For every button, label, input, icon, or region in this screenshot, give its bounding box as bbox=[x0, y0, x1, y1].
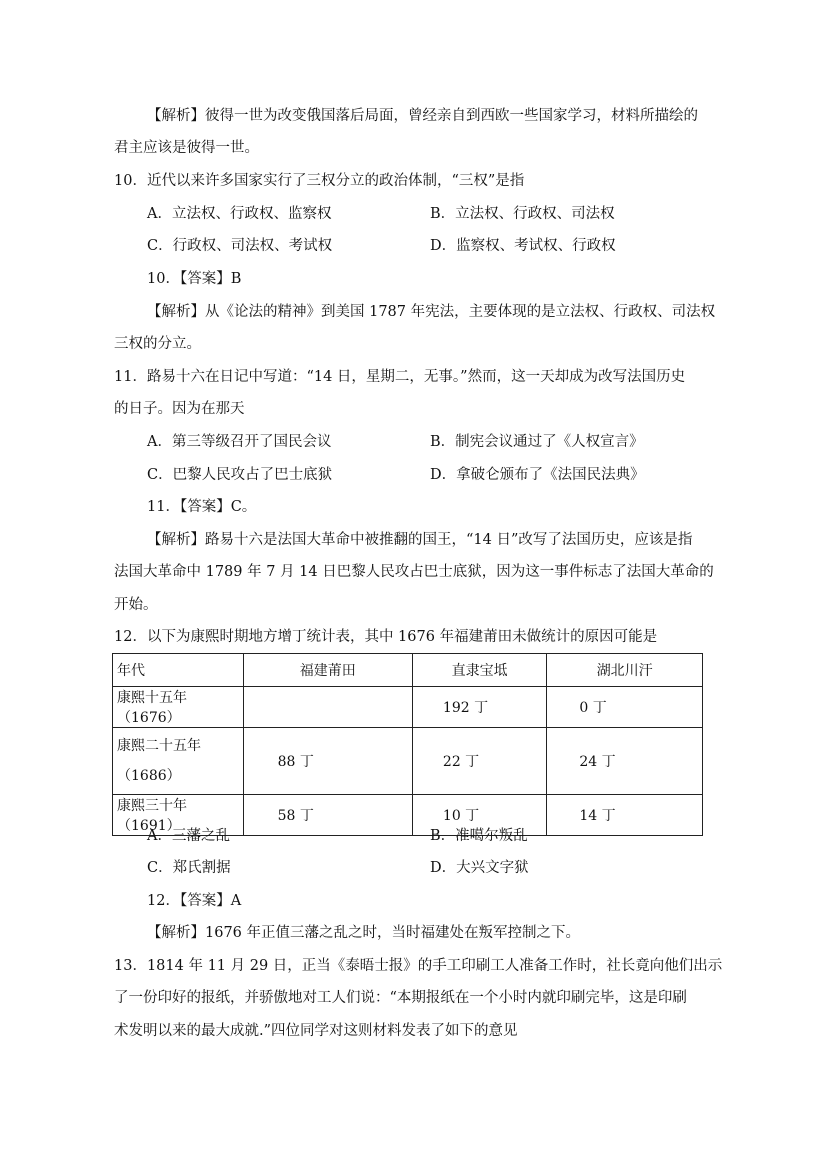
q10-option-b: B．立法权、行政权、司法权 bbox=[430, 206, 615, 222]
q11-option-d: D．拿破仑颁布了《法国民法典》 bbox=[430, 467, 645, 483]
q11-option-c: C．巴黎人民攻占了巴士底狱 bbox=[147, 467, 333, 483]
analysis-11-line1: 【解析】路易十六是法国大革命中被推翻的国王，“14 日”改写了法国历史，应该是指 bbox=[147, 532, 693, 548]
answer-10: 10．【答案】B bbox=[147, 271, 242, 287]
answer-12: 12．【答案】A bbox=[147, 893, 242, 909]
cell-putian: 58 丁 bbox=[243, 795, 412, 836]
era-cell bbox=[113, 728, 244, 795]
cell-baodi: 10 丁 bbox=[412, 795, 546, 836]
table-header: 福建莆田 bbox=[243, 654, 412, 687]
table-row bbox=[113, 728, 703, 795]
analysis-12: 【解析】1676 年正值三藩之乱之时，当时福建处在叛军控制之下。 bbox=[147, 925, 581, 941]
era-label: 康熙二十五年 bbox=[117, 738, 201, 754]
analysis-9-line1: 【解析】彼得一世为改变俄国落后局面，曾经亲自到西欧一些国家学习，材料所描绘的 bbox=[147, 108, 698, 124]
analysis-11-line2: 法国大革命中 1789 年 7 月 14 日巴黎人民攻占巴士底狱，因为这一事件标志了法国大革命的 bbox=[114, 564, 714, 580]
cell-putian: 88 丁 bbox=[243, 728, 412, 795]
cell-baodi: 192 丁 bbox=[412, 687, 546, 728]
question-11-line2: 的日子。因为在那天 bbox=[114, 401, 245, 417]
era-label: 康熙十五年（1676） bbox=[117, 690, 187, 726]
cell-baodi: 22 丁 bbox=[412, 728, 546, 795]
cell-chuanhan: 24 丁 bbox=[547, 728, 703, 795]
analysis-9-line2: 君主应该是彼得一世。 bbox=[114, 140, 259, 156]
era-cell bbox=[113, 687, 244, 728]
q12-option-d: D．大兴文字狱 bbox=[430, 860, 529, 876]
analysis-10-line2: 三权的分立。 bbox=[114, 336, 201, 352]
analysis-11-line3: 开始。 bbox=[114, 597, 158, 613]
cell-chuanhan: 0 丁 bbox=[547, 687, 703, 728]
question-13-line1: 13．1814 年 11 月 29 日，正当《泰晤士报》的手工印刷工人准备工作时，社长竟向他们出示 bbox=[114, 958, 723, 974]
q11-option-a: A．第三等级召开了国民会议 bbox=[147, 434, 332, 450]
q10-option-c: C．行政权、司法权、考试权 bbox=[147, 238, 333, 254]
question-12: 12．以下为康熙时期地方增丁统计表，其中 1676 年福建莆田未做统计的原因可能是 bbox=[114, 629, 658, 645]
table-header-row bbox=[113, 654, 703, 687]
q12-option-c: C．郑氏割据 bbox=[147, 860, 231, 876]
q12-option-b: B．准噶尔叛乱 bbox=[430, 828, 528, 844]
answer-11: 11．【答案】C。 bbox=[147, 499, 257, 515]
q10-option-d: D．监察权、考试权、行政权 bbox=[430, 238, 616, 254]
table-row bbox=[113, 687, 703, 728]
table-header: 年代 bbox=[113, 654, 244, 687]
table-header: 直隶宝坻 bbox=[412, 654, 546, 687]
table-header: 湖北川汗 bbox=[547, 654, 703, 687]
question-10: 10．近代以来许多国家实行了三权分立的政治体制，“三权”是指 bbox=[114, 173, 525, 189]
cell-chuanhan: 14 丁 bbox=[547, 795, 703, 836]
question-13-line2: 了一份印好的报纸，并骄傲地对工人们说：“本期报纸在一个小时内就印刷完毕，这是印刷 bbox=[114, 990, 687, 1006]
q11-option-b: B．制宪会议通过了《人权宣言》 bbox=[430, 434, 644, 450]
question-13-line3: 术发明以来的最大成就.”四位同学对这则材料发表了如下的意见 bbox=[114, 1023, 518, 1039]
era-label: 康熙三十年（1691） bbox=[117, 798, 187, 834]
era-year: （1686） bbox=[117, 768, 181, 784]
q12-option-a: A．三藩之乱 bbox=[147, 828, 230, 844]
question-11-line1: 11．路易十六在日记中写道：“14 日，星期二，无事。”然而，这一天却成为改写法国历史 bbox=[114, 369, 686, 385]
population-table bbox=[112, 653, 703, 836]
analysis-10-line1: 【解析】从《论法的精神》到美国 1787 年宪法，主要体现的是立法权、行政权、司法权 bbox=[147, 304, 716, 320]
cell-putian bbox=[243, 687, 412, 728]
q10-option-a: A．立法权、行政权、监察权 bbox=[147, 206, 332, 222]
